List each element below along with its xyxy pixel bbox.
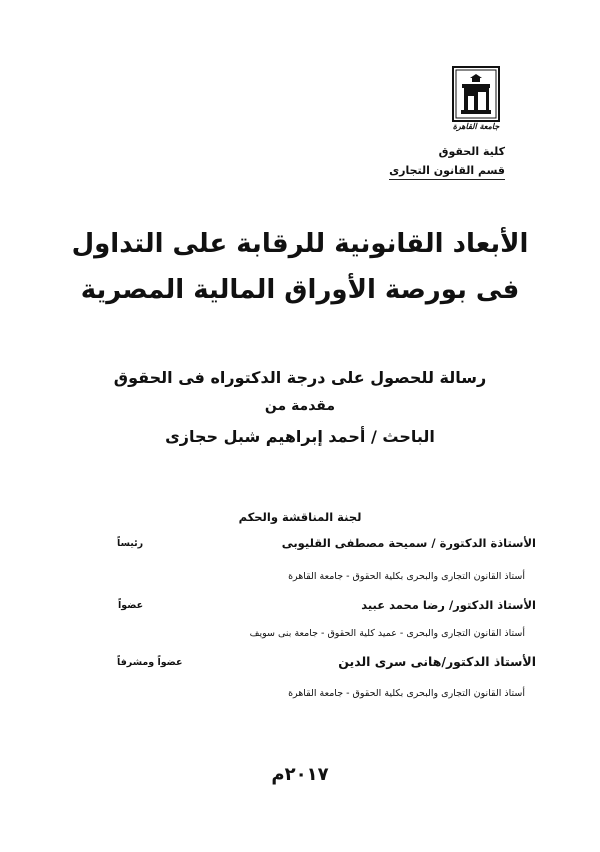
thesis-year: ٢٠١٧م (271, 764, 329, 785)
presented-by: مقدمة من (264, 398, 336, 414)
member-role: عضواً (118, 600, 144, 611)
thesis-purpose: رسالة للحصول على درجة الدكتوراه فى الحقوق (113, 368, 487, 387)
researcher-name: الباحث / أحمد إبراهيم شبل حجازى (165, 427, 435, 446)
logo-caption: جامعة القاهرة (452, 122, 500, 131)
member-position: أستاذ القانون التجارى والبحرى بكلية الحقوق - جامعة القاهرة (288, 571, 525, 582)
member-title: الأستاذ الدكتور/ (444, 598, 536, 612)
university-crest-icon (452, 66, 500, 122)
committee-member-name (338, 654, 536, 670)
member-name: هانى سرى الدين (338, 654, 442, 669)
thesis-title-line-2: فى بورصة الأوراق المالية المصرية (80, 275, 520, 305)
committee-member-name (282, 535, 536, 551)
member-role: رئيساً (117, 538, 144, 549)
member-role: عضواً ومشرفاً (117, 657, 183, 668)
thesis-title-line-1: الأبعاد القانونية للرقابة على التداول (71, 229, 529, 259)
committee-heading: لجنة المناقشة والحكم (238, 510, 362, 524)
member-title: الأستاذ الدكتور/ (441, 654, 536, 669)
member-position: أستاذ القانون التجارى والبحرى بكلية الحقوق - جامعة القاهرة (288, 688, 525, 699)
committee-member-name (361, 597, 536, 613)
member-name: رضا محمد عبيد (361, 598, 445, 612)
member-name: سميحة مصطفى القليوبى (281, 536, 428, 550)
faculty-name: كلية الحقوق (438, 145, 505, 158)
member-title: الأستاذة الدكتورة / (427, 536, 536, 550)
member-position: أستاذ القانون التجارى والبحرى - عميد كلية الحقوق - جامعة بنى سويف (249, 628, 525, 639)
university-logo (452, 66, 500, 138)
department-name: قسم القانون التجارى (389, 164, 505, 180)
